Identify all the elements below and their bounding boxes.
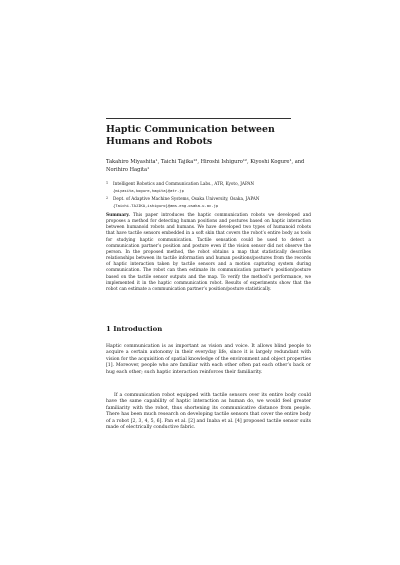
abstract-text: This paper introduces the haptic communication robots we developed and proposes a method for detecting human positions and postures based on haptic interaction between humanoid robots and humans. We have developed two types of humanoid robots that have tactile sensors embedded in a soft skin that covers the robot’s entire body as tools for studying haptic communication. Tactile sensation could be used to detect a communication partner’s position and posture even if the vision sensor did not observe the person. In the proposed method, the robot obtains a map that statistically describes relationships between its tactile information and human positions/postures from the records of haptic interaction taken by tactile sensors and a motion capturing system during communication. The robot can then estimate its communication partner’s position/posture based on the tactile sensor outputs and the map. To verify the method’s performance, we implemented it in the haptic communication robot. Results of experiments show that the robot can estimate a communication partner’s position/posture statistically. xyxy=(106,213,311,292)
abstract-label: Summary. xyxy=(106,213,130,218)
author-list: Takahiro Miyashita¹, Taichi Tajika¹², Hiroshi Ishiguro¹², Kiyoshi Kogure¹, and Norihiro Hagita¹ xyxy=(106,159,305,174)
body-paragraph: Haptic communication is as important as vision and voice. It allows blind people to acquire a certain autonomy in their everyday life, since it is largely redundant with vision for the acquisition of spatial knowledge of the environment and object properties [1]. Moreover, people who are familiar with each other often pat each other’s back or hug each other; such haptic interaction reinforces their familiarity. xyxy=(106,344,311,375)
affiliation-line: Intelligent Robotics and Communication Labs., ATR, Kyoto, JAPAN xyxy=(113,181,255,186)
affiliation-email: {miyasita,kogure,hagita}@atr.jp xyxy=(113,187,184,193)
affiliation-line: Dept. of Adaptive Machine Systems, Osaka University, Osaka, JAPAN xyxy=(113,196,260,201)
affiliation-number: 2 xyxy=(106,196,109,200)
paper-title: Haptic Communication between Humans and Robots xyxy=(106,124,275,147)
section-heading-introduction: 1 Introduction xyxy=(106,325,163,333)
top-rule xyxy=(106,118,291,119)
abstract xyxy=(106,213,311,293)
affiliation-email: {Taichi.TAJIKA,ishiguro}@ams.eng.osaka-u.ac.jp xyxy=(113,202,219,208)
affiliation-1 xyxy=(106,181,306,194)
affiliation-2 xyxy=(106,196,306,209)
body-paragraph: If a communication robot equipped with tactile sensors over its entire body could have the same capability of haptic interaction as human do, we would feel greater familiarity with the robot, thus shortening its communicative distance from people. There has been much research on developing tactile sensors that cover the entire body of a robot [2, 3, 4, 5, 6]. Pan et al. [2] and Inaba et al. [4] proposed tactile sensor suits made of electrically conductive fabric. xyxy=(106,393,311,431)
affiliation-number: 1 xyxy=(106,181,109,185)
